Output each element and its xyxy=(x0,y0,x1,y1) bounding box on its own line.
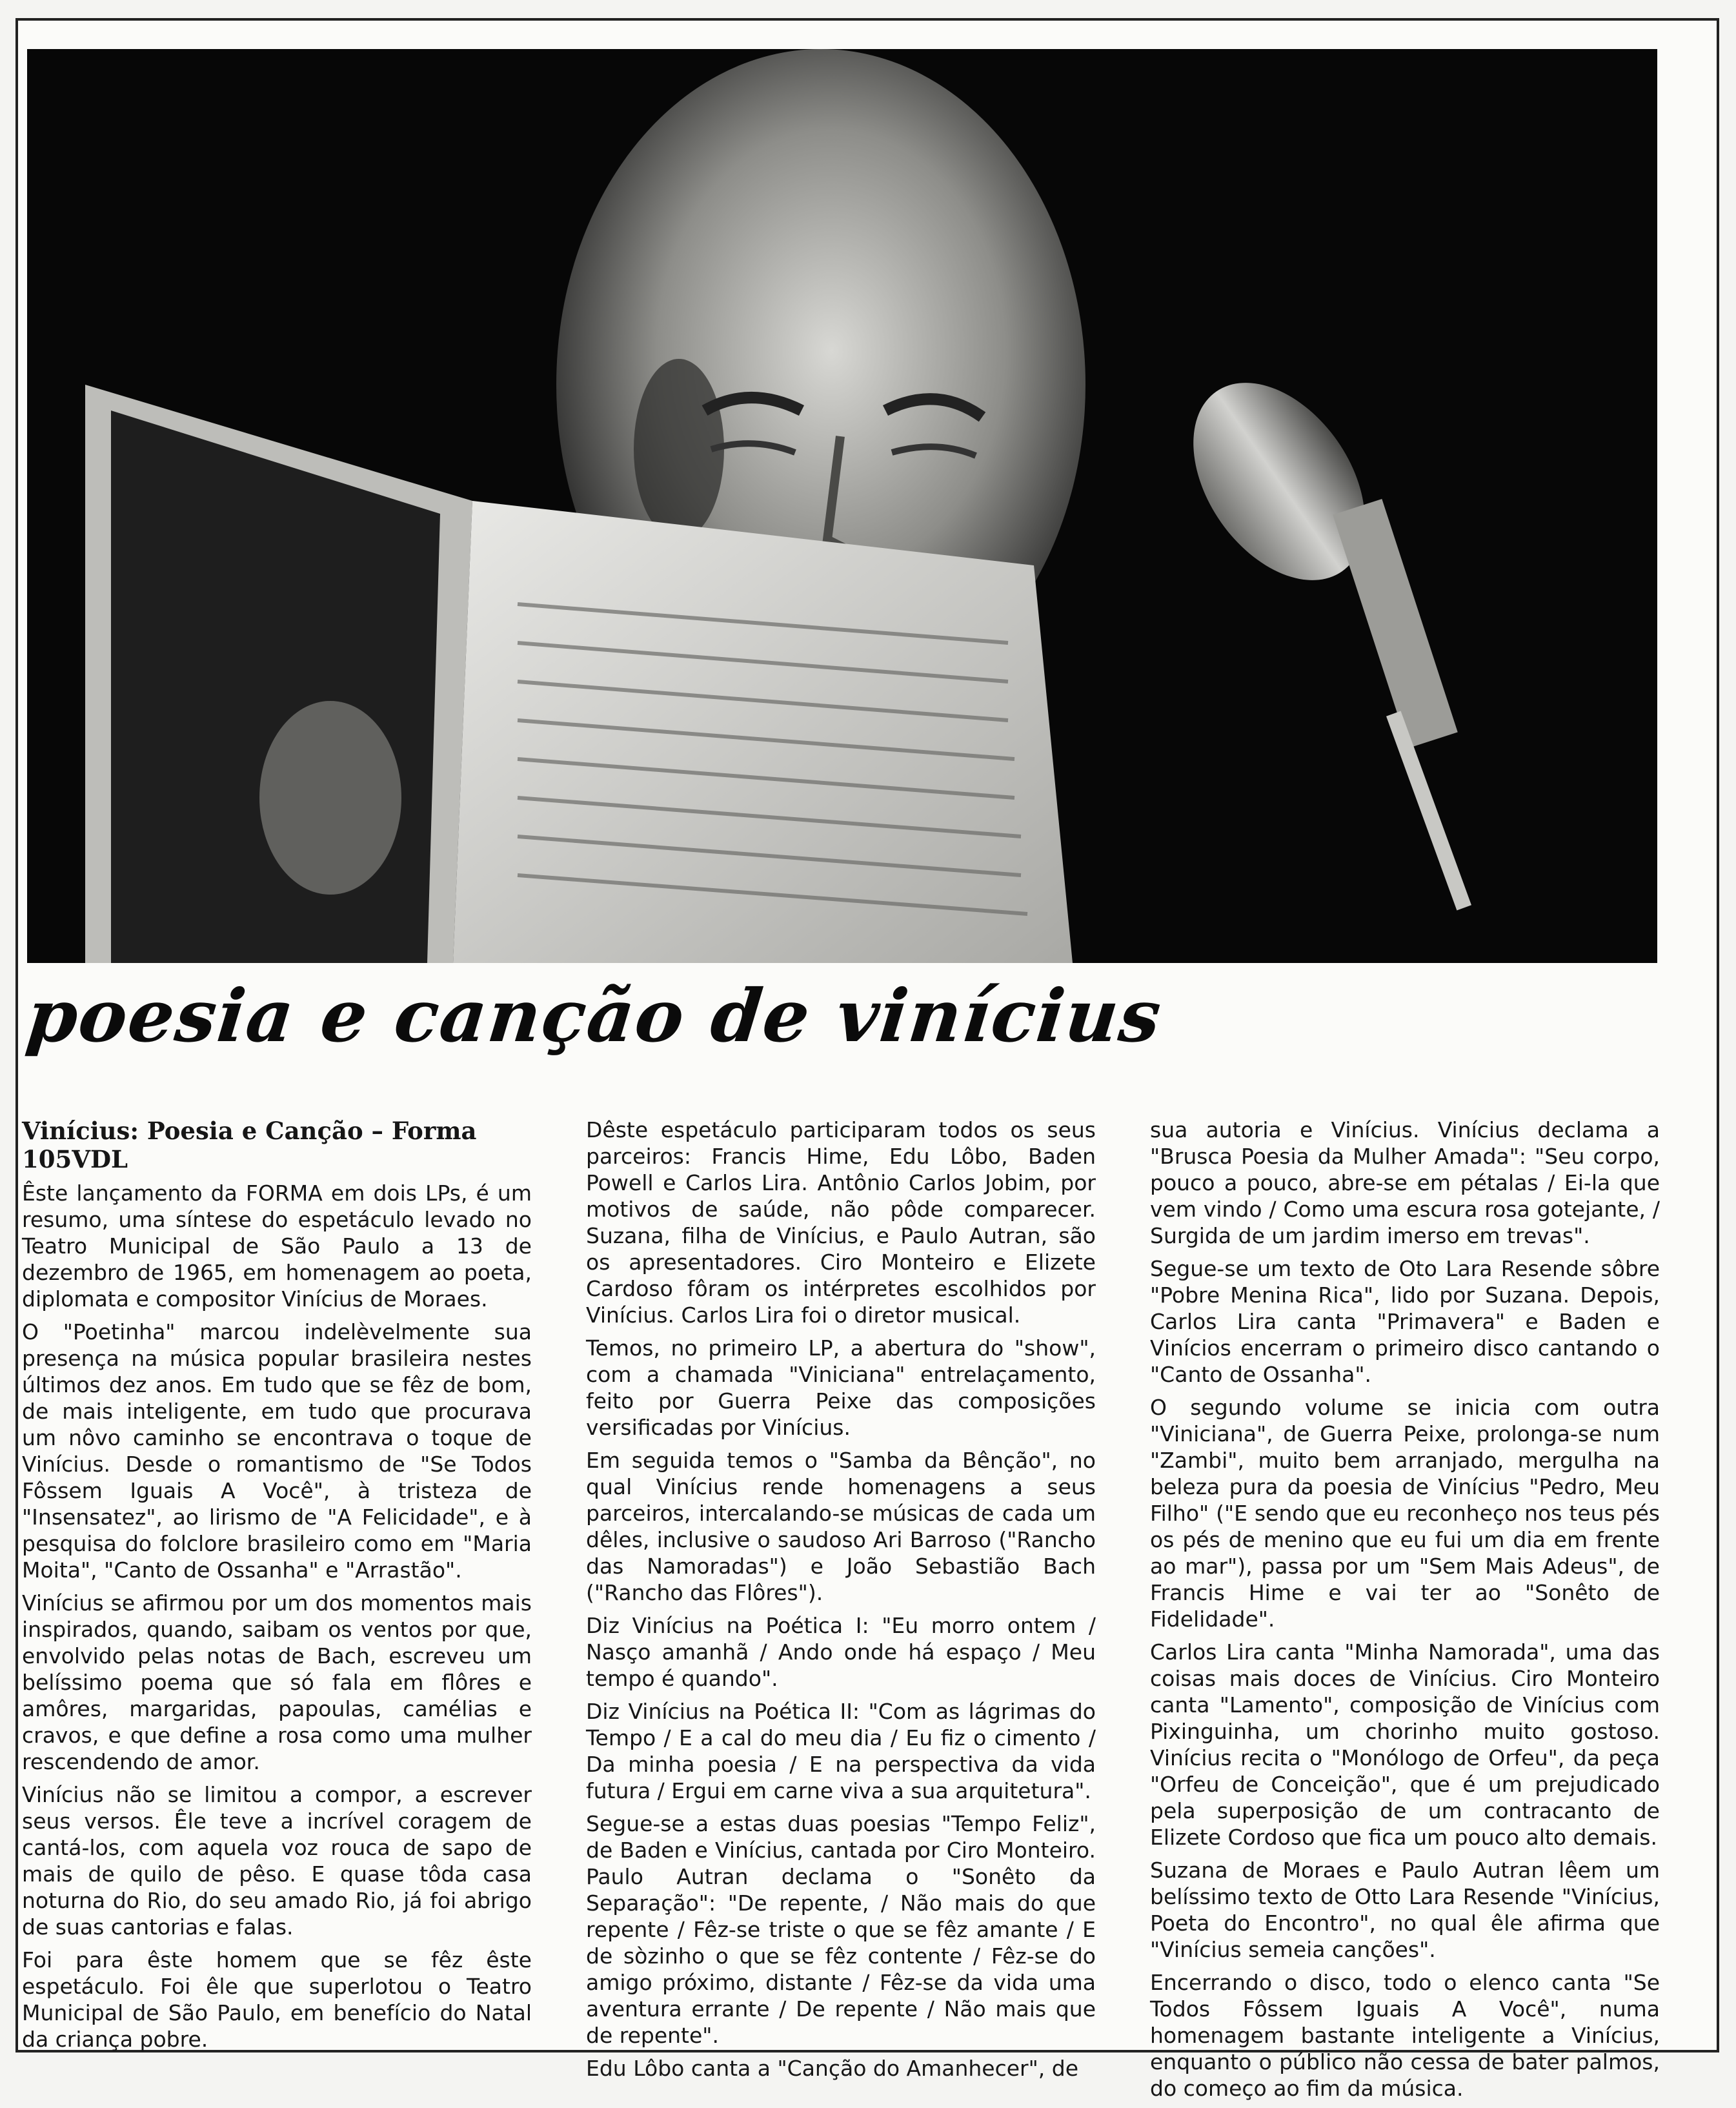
paragraph: O segundo volume se inicia com outra "Viniciana", de Guerra Peixe, prolonga-se num "Zambi", muito bem arranjado, mergulha na beleza pura da poesia de Vinícius "Pedro, Meu Filho" ("E sendo que eu reconheço nos teus pés os pés de menino que eu fui um dia em frente ao mar"), passa por um "Sem Mais Adeus", de Francis Hime e vai ter ao "Sonêto de Fidelidade". xyxy=(1150,1395,1660,1632)
article-headline: poesia e canção de vinícius xyxy=(23,974,1166,1059)
paragraph: Segue-se um texto de Oto Lara Resende sôbre "Pobre Menina Rica", lido por Suzana. Depois, Carlos Lira canta "Primavera" e Baden e Vinícios encerram o primeiro disco cantando o "Canto de Ossanha". xyxy=(1150,1256,1660,1387)
paragraph: Vinícius não se limitou a compor, a escrever seus versos. Êle teve a incrível coragem de cantá-los, com aquela voz rouca de sapo de mais de quilo de pêso. E quase tôda casa noturna do Rio, do seu amado Rio, já foi abrigo de suas cantorias e falas. xyxy=(22,1782,532,1940)
paragraph: O "Poetinha" marcou indelèvelmente sua presença na música popular brasileira nestes últimos dez anos. Em tudo que se fêz de bom, de mais inteligente, em tudo que procurava um nôvo caminho se encontrava o toque de Vinícius. Desde o romantismo de "Se Todos Fôssem Iguais A Você", à tristeza de "Insensatez", ao lirismo de "A Felicidade", e à pesquisa do folclore brasileiro como em "Maria Moita", "Canto de Ossanha" e "Arrastão". xyxy=(22,1319,532,1583)
paragraph: Carlos Lira canta "Minha Namorada", uma das coisas mais doces de Vinícius. Ciro Monteiro canta "Lamento", composição de Vinícius com Pixinguinha, um chorinho muito gostoso. Vinícius recita o "Monólogo de Orfeu", da peça "Orfeu de Conceição", que é um prejudicado pela superposição de um contracanto de Elizete Cordoso que fica um pouco alto demais. xyxy=(1150,1639,1660,1850)
paragraph: Dêste espetáculo participaram todos os seus parceiros: Francis Hime, Edu Lôbo, Baden Powell e Carlos Lira. Antônio Carlos Jobim, por motivos de saúde, não pôde comparecer. Suzana, filha de Vinícius, e Paulo Autran, são os apresentadores. Ciro Monteiro e Elizete Cardoso fôram os intérpretes escolhidos por Vinícius. Carlos Lira foi o diretor musical. xyxy=(586,1117,1096,1328)
photo-vinicius-reading xyxy=(27,49,1657,963)
article-column-2 xyxy=(586,1117,1096,2088)
paragraph: Diz Vinícius na Poética I: "Eu morro ontem / Nasço amanhã / Ando onde há espaço / Meu tempo é quando". xyxy=(586,1613,1096,1691)
paragraph: Em seguida temos o "Samba da Bênção", no qual Vinícius rende homenagens a seus parceiros, intercalando-se músicas de cada um dêles, inclusive o saudoso Ari Barroso ("Rancho das Namoradas") e João Sebastião Bach ("Rancho das Flôres"). xyxy=(586,1448,1096,1605)
paragraph: Encerrando o disco, todo o elenco canta "Se Todos Fôssem Iguais A Você", numa homenagem bastante inteligente a Vinícius, enquanto o público não cessa de bater palmos, do começo ao fim da música. xyxy=(1150,1970,1660,2101)
paragraph: Suzana de Moraes e Paulo Autran lêem um belíssimo texto de Otto Lara Resende "Vinícius, Poeta do Encontro", no qual êle afirma que "Vinícius semeia canções". xyxy=(1150,1858,1660,1962)
photo-image xyxy=(27,49,1657,963)
paragraph: Foi para êste homem que se fêz êste espetáculo. Foi êle que superlotou o Teatro Municipal de São Paulo, em benefício do Natal da criança pobre. xyxy=(22,1947,532,2052)
album-title: Vinícius: Poesia e Canção – Forma 105VDL xyxy=(22,1117,477,1173)
article-column-1 xyxy=(22,1117,532,2059)
paragraph: Diz Vinícius na Poética II: "Com as lágrimas do Tempo / E a cal do meu dia / Eu fiz o cimento / Da minha poesia / E na perspectiva da vida futura / Ergui em carne viva a sua arquitetura". xyxy=(586,1699,1096,1803)
paragraph: Edu Lôbo canta a "Canção do Amanhecer", de xyxy=(586,2056,1078,2081)
paragraph: Temos, no primeiro LP, a abertura do "show", com a chamada "Viniciana" entrelaçamento, feito por Guerra Peixe das composições versificadas por Vinícius. xyxy=(586,1335,1096,1440)
paragraph: Êste lançamento da FORMA em dois LPs, é um resumo, uma síntese do espetáculo levado no Teatro Municipal de São Paulo a 13 de dezembro de 1965, em homenagem ao poeta, diplomata e compositor Vinícius de Moraes. xyxy=(22,1181,532,1312)
paragraph: Vinícius se afirmou por um dos momentos mais inspirados, quando, saibam os ventos por que, envolvido pelas notas de Bach, escreveu um belíssimo poema que só fala em flôres e amôres, margaridas, papoulas, camélias e cravos, e que define a rosa como uma mulher rescendendo de amor. xyxy=(22,1590,532,1774)
paragraph: sua autoria e Vinícius. Vinícius declama a "Brusca Poesia da Mulher Amada": "Seu corpo, pouco a pouco, abre-se em pétalas / Ei-la que vem vindo / Como uma escura rosa gotejante, / Surgida de um jardim imerso em trevas". xyxy=(1150,1117,1660,1248)
paragraph: Segue-se a estas duas poesias "Tempo Feliz", de Baden e Vinícius, cantada por Ciro Monteiro. Paulo Autran declama o "Sonêto da Separação": "De repente, / Não mais do que repente / Fêz-se triste o que se fêz amante / E de sòzinho o que se fêz contente / Fêz-se do amigo próximo, distante / Fêz-se da vida uma aventura errante / De repente / Não mais que de repente". xyxy=(586,1811,1096,2048)
article-column-3 xyxy=(1150,1117,1660,2108)
